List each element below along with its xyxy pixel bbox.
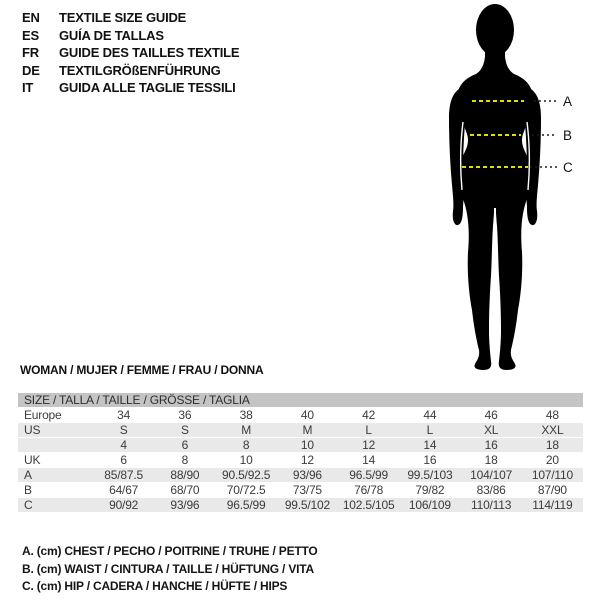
size-cell: 85/87.5 <box>93 468 154 483</box>
size-cell: 34 <box>93 408 154 423</box>
table-row-europe <box>18 408 583 423</box>
table-row-us <box>18 423 583 438</box>
size-cell: 88/90 <box>154 468 215 483</box>
language-row-it <box>22 79 239 97</box>
language-title: GUÍA DE TALLAS <box>59 27 164 43</box>
row-label: B <box>18 483 93 498</box>
language-code: ES <box>22 27 39 43</box>
size-cell: 73/75 <box>277 483 338 498</box>
legend-line-a: A. (cm) CHEST / PECHO / POITRINE / TRUHE / PETTO <box>22 544 318 558</box>
size-cell: 38 <box>216 408 277 423</box>
row-label: C <box>18 498 93 513</box>
table-row-a <box>18 468 583 483</box>
size-cell: 4 <box>93 438 154 453</box>
size-cell: 10 <box>277 438 338 453</box>
size-cell: 90.5/92.5 <box>216 468 277 483</box>
size-cell: 14 <box>338 453 399 468</box>
size-cell: 99.5/103 <box>399 468 460 483</box>
size-cell: 36 <box>154 408 215 423</box>
size-cell: 96.5/99 <box>216 498 277 513</box>
size-cell: XL <box>461 423 522 438</box>
size-cell: S <box>154 423 215 438</box>
size-cell: 87/90 <box>522 483 583 498</box>
size-cell: 93/96 <box>154 498 215 513</box>
table-header-cell: SIZE / TALLA / TAILLE / GRÖSSE / TAGLIA <box>18 393 583 408</box>
language-row-de <box>22 62 239 80</box>
size-cell: 46 <box>461 408 522 423</box>
size-cell: L <box>338 423 399 438</box>
row-label: US <box>18 423 93 438</box>
size-cell: 12 <box>277 453 338 468</box>
table-row-c <box>18 498 583 513</box>
language-title: TEXTILE SIZE GUIDE <box>59 10 187 25</box>
language-code: DE <box>22 62 40 78</box>
language-title: GUIDE DES TAILLES TEXTILE <box>59 45 240 61</box>
table-row-b <box>18 483 583 498</box>
size-cell: 44 <box>399 408 460 423</box>
size-table <box>18 393 583 513</box>
language-title: TEXTILGRÖßENFÜHRUNG <box>59 62 221 78</box>
size-cell: 68/70 <box>154 483 215 498</box>
size-cell: S <box>93 423 154 438</box>
language-code: IT <box>22 80 34 96</box>
row-label: A <box>18 468 93 483</box>
measurement-legend <box>22 543 318 596</box>
row-label <box>18 438 93 453</box>
size-cell: L <box>399 423 460 438</box>
size-cell: 40 <box>277 408 338 423</box>
language-title-list <box>22 9 239 97</box>
marker-label-b: B <box>563 128 573 143</box>
language-title: GUIDA ALLE TAGLIE TESSILI <box>59 80 236 96</box>
size-cell: 14 <box>399 438 460 453</box>
size-cell: 99.5/102 <box>277 498 338 513</box>
size-cell: 93/96 <box>277 468 338 483</box>
size-cell: 79/82 <box>399 483 460 498</box>
language-row-fr <box>22 44 239 62</box>
size-cell: 12 <box>338 438 399 453</box>
size-cell: 18 <box>522 438 583 453</box>
size-cell: 8 <box>154 453 215 468</box>
size-cell: XXL <box>522 423 583 438</box>
size-cell: 18 <box>461 453 522 468</box>
size-cell: 70/72.5 <box>216 483 277 498</box>
woman-silhouette-figure <box>420 0 580 380</box>
size-cell: 16 <box>461 438 522 453</box>
size-cell: 96.5/99 <box>338 468 399 483</box>
feet-gap-notch <box>491 356 499 370</box>
size-cell: 90/92 <box>93 498 154 513</box>
marker-label-c: C <box>563 160 573 175</box>
size-cell: 107/110 <box>522 468 583 483</box>
size-cell: 8 <box>216 438 277 453</box>
size-cell: 48 <box>522 408 583 423</box>
table-caption: WOMAN / MUJER / FEMME / FRAU / DONNA <box>20 363 264 377</box>
size-cell: 114/119 <box>522 498 583 513</box>
size-cell: M <box>216 423 277 438</box>
size-cell: 64/67 <box>93 483 154 498</box>
size-cell: 10 <box>216 453 277 468</box>
language-row-es <box>22 27 239 45</box>
table-row <box>18 438 583 453</box>
size-cell: 106/109 <box>399 498 460 513</box>
size-cell: 102.5/105 <box>338 498 399 513</box>
size-cell: 42 <box>338 408 399 423</box>
size-cell: M <box>277 423 338 438</box>
size-cell: 104/107 <box>461 468 522 483</box>
row-label: Europe <box>18 408 93 423</box>
language-code: FR <box>22 45 39 61</box>
legend-line-b: B. (cm) WAIST / CINTURA / TAILLE / HÜFTUNG / VITA <box>22 561 314 576</box>
size-cell: 16 <box>399 453 460 468</box>
size-cell: 20 <box>522 453 583 468</box>
size-cell: 110/113 <box>461 498 522 513</box>
table-header-row <box>18 393 583 408</box>
table-row-uk <box>18 453 583 468</box>
row-label: UK <box>18 453 93 468</box>
size-cell: 6 <box>93 453 154 468</box>
size-cell: 83/86 <box>461 483 522 498</box>
size-cell: 76/78 <box>338 483 399 498</box>
language-code: EN <box>22 10 40 25</box>
size-cell: 6 <box>154 438 215 453</box>
legend-line-c: C. (cm) HIP / CADERA / HANCHE / HÜFTE / HIPS <box>22 579 288 594</box>
marker-label-a: A <box>563 94 573 109</box>
language-row-en <box>22 9 239 27</box>
